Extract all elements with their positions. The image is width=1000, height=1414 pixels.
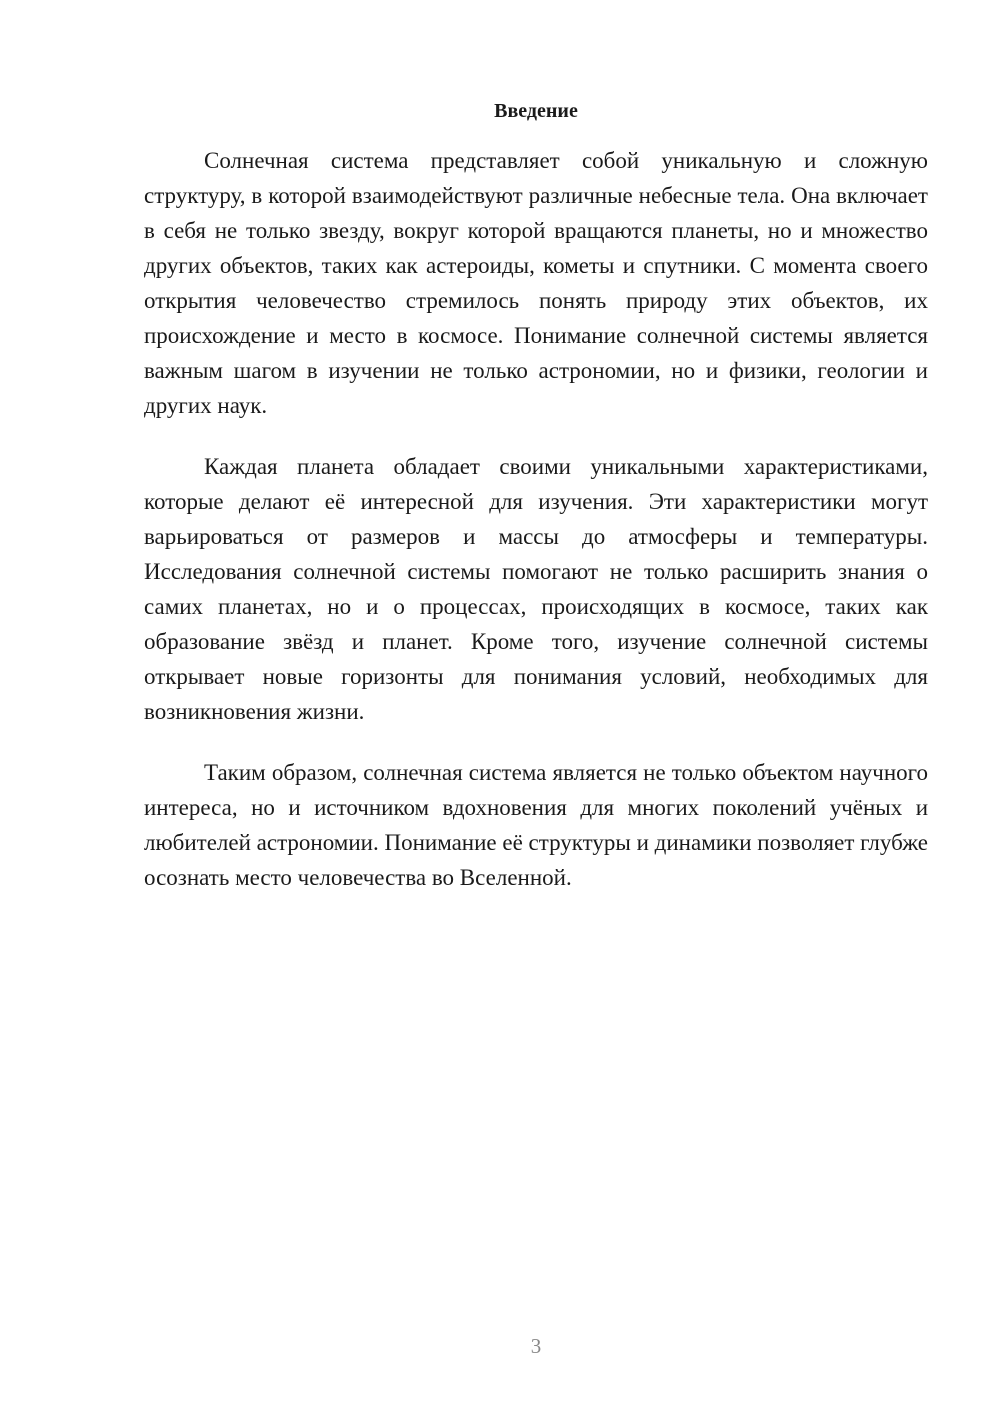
section-title: Введение (494, 100, 578, 122)
paragraph-1: Солнечная система представляет собой уникальную и сложную структуру, в которой взаимодействуют различные небесные тела. Она включает в себя не только звезду, вокруг которой вращаются планеты, но и множество других объектов, таких как астероиды, кометы и спутники. С момента своего открытия человечество стремилось понять природу этих объектов, их происхождение и место в космосе. Понимание солнечной системы является важным шагом в изучении не только астрономии, но и физики, геологии и других наук. (144, 148, 928, 418)
paragraph-3: Таким образом, солнечная система является не только объектом научного интереса, но и источником вдохновения для многих поколений учёных и любителей астрономии. Понимание её структуры и динамики позволяет глубже осознать место человечества во Вселенной. (144, 760, 929, 890)
paragraph-2: Каждая планета обладает своими уникальными характеристиками, которые делают её интересной для изучения. Эти характеристики могут варьироваться от размеров и массы до атмосферы и температуры. Исследования солнечной системы помогают не только расширить знания о самих планетах, но и о процессах, происходящих в космосе, таких как образование звёзд и планет. Кроме того, изучение солнечной системы открывает новые горизонты для понимания условий, необходимых для возникновения жизни. (144, 454, 928, 724)
page-number: 3 (530, 1334, 542, 1358)
document-body (144, 96, 928, 895)
